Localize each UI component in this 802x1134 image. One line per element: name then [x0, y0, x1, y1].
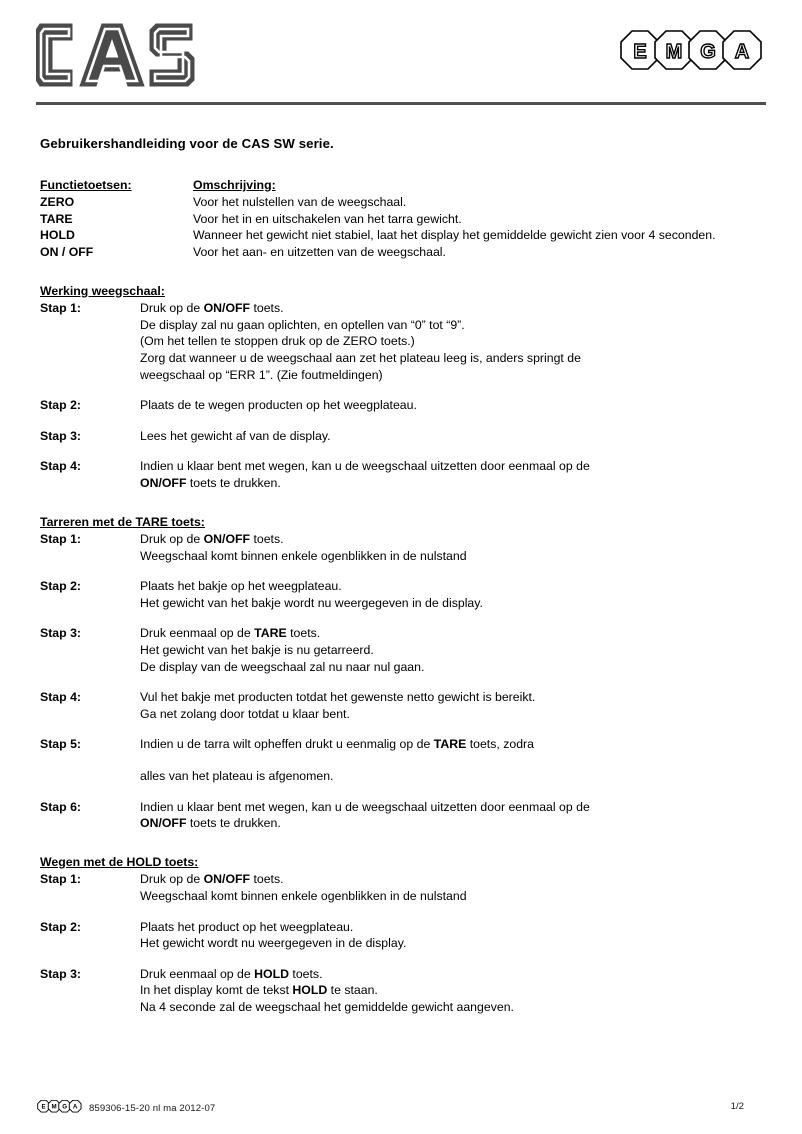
procedure-step [40, 625, 766, 675]
description-line: Wanneer het gewicht niet stabiel, laat het display het gemiddelde gewicht zien voor 4 [193, 228, 656, 243]
step-line-text: Ga net zolang door totdat u klaar bent. [140, 706, 350, 721]
step-label: Stap 4: [40, 690, 81, 705]
step-text [140, 428, 766, 445]
procedure-step [40, 736, 766, 784]
table-row [40, 244, 766, 261]
step-line [140, 768, 766, 785]
step-line [140, 428, 766, 445]
step-line-text: weegschaal op “ERR 1”. (Zie foutmeldingen) [140, 367, 383, 382]
key-name-emphasis: HOLD [292, 983, 328, 998]
emga-letter-m: M [665, 41, 683, 63]
step-line-text: Druk op de [140, 532, 204, 547]
step-label: Stap 2: [40, 919, 81, 934]
step-line [140, 475, 766, 492]
step-label: Stap 1: [40, 301, 81, 316]
step-label: Stap 2: [40, 398, 81, 413]
table-row [40, 211, 766, 228]
step-line-text: Weegschaal komt binnen enkele ogenblikken in de nulstand [140, 889, 467, 903]
function-key-description: Voor het nulstellen van de weegschaal. [193, 195, 407, 210]
procedure-step [40, 300, 766, 383]
function-key-description [193, 227, 766, 244]
emga-logo-small [36, 1100, 84, 1116]
footer-emga-letter-e: E [41, 1103, 46, 1111]
step-line-text: Weegschaal komt binnen enkele ogenblikken in de nulstand [140, 548, 467, 563]
section-heading: Werking weegschaal: [40, 283, 165, 298]
key-name-emphasis: ON/OFF [140, 816, 187, 831]
step-line [140, 531, 766, 548]
step-line [140, 689, 766, 706]
step-line-text: De display zal nu gaan oplichten, en optellen van “0” tot “9”. [140, 317, 465, 332]
step-line [140, 625, 766, 642]
step-line [140, 659, 766, 676]
step-line-text: In het display komt de tekst [140, 983, 293, 998]
function-key-label: ON / OFF [40, 244, 94, 259]
step-text [140, 799, 766, 832]
step-line-text: De display van de weegschaal zal nu naar nul gaan. [140, 659, 425, 674]
key-name-emphasis: HOLD [254, 966, 289, 981]
step-text [140, 531, 766, 564]
key-name-emphasis: TARE [254, 626, 287, 641]
step-text [140, 300, 766, 383]
procedure-step [40, 799, 766, 832]
step-line [140, 350, 766, 367]
step-label: Stap 3: [40, 626, 81, 641]
step-line-text: Druk eenmaal op de [140, 966, 255, 981]
step-line-text: Druk op de [140, 872, 204, 887]
step-line-text: te staan. [327, 983, 378, 998]
step-line [140, 736, 766, 753]
step-label: Stap 3: [40, 966, 81, 981]
step-text [140, 966, 766, 1016]
step-line-text: Vul het bakje met producten totdat het gewenste netto gewicht is bereikt. [140, 690, 536, 705]
step-label: Stap 5: [40, 737, 81, 752]
step-text [140, 736, 766, 784]
step-text [140, 919, 766, 952]
procedure-step [40, 397, 766, 414]
step-line-text: Plaats het product op het weegplateau. [140, 919, 354, 934]
step-label: Stap 1: [40, 532, 81, 547]
page-number: 1/2 [730, 1101, 744, 1112]
step-line-text: toets. [289, 966, 323, 981]
procedure-sections [40, 283, 766, 1016]
step-line [140, 919, 766, 936]
step-line-text: toets. [250, 532, 284, 547]
procedure-step [40, 966, 766, 1016]
table-row [40, 194, 766, 211]
step-line-text: Het gewicht van het bakje is nu getarreerd. [140, 643, 374, 658]
step-line [140, 458, 766, 475]
step-label: Stap 4: [40, 459, 81, 474]
procedure-step [40, 428, 766, 445]
step-line-text: Druk op de [140, 301, 204, 316]
emga-letter-a: A [734, 41, 750, 63]
footer-document-code: 859306-15-20 nl ma 2012-07 [89, 1102, 216, 1114]
section-heading: Wegen met de HOLD toets: [40, 854, 199, 869]
step-line-text: toets, zodra [466, 737, 534, 752]
step-line-text: Indien u klaar bent met wegen, kan u de weegschaal uitzetten door eenmaal op de [140, 459, 590, 474]
step-line [140, 578, 766, 595]
step-line-text: toets. [250, 301, 284, 316]
step-text [140, 397, 766, 414]
description-line: seconden. [658, 228, 716, 243]
step-line-text: toets te drukken. [186, 816, 281, 831]
footer-emga-letter-a: A [72, 1103, 78, 1111]
step-line-text: Indien u klaar bent met wegen, kan u de weegschaal uitzetten door eenmaal op de [140, 799, 590, 814]
step-text [140, 871, 766, 904]
function-key-description: Voor het in en uitschakelen van het tarra gewicht. [193, 211, 462, 226]
function-keys-column-header: Functietoetsen: [40, 177, 132, 192]
emga-letter-e: E [633, 41, 647, 63]
step-line-text: Het gewicht wordt nu weergegeven in de display. [140, 936, 407, 951]
step-label: Stap 6: [40, 799, 81, 814]
function-keys-header-row [40, 177, 766, 194]
procedure-step [40, 531, 766, 564]
table-row [40, 227, 766, 244]
footer-emga-letter-m: M [51, 1103, 57, 1111]
cas-logo [36, 22, 226, 93]
footer-left-group [36, 1100, 215, 1116]
step-line-text: Plaats het bakje op het weegplateau. [140, 579, 342, 594]
key-name-emphasis: TARE [433, 737, 467, 752]
step-text [140, 578, 766, 611]
step-label: Stap 3: [40, 428, 81, 443]
emga-logo [620, 30, 766, 77]
procedure-step [40, 919, 766, 952]
function-keys-table [40, 177, 766, 261]
step-line-text: toets. [250, 872, 284, 887]
step-line [140, 397, 766, 414]
step-line-text: Zorg dat wanneer u de weegschaal aan zet het plateau leeg is, anders springt de [140, 350, 581, 365]
step-line [140, 935, 766, 952]
step-line [140, 333, 766, 350]
procedure-step [40, 458, 766, 491]
key-name-emphasis: ON/OFF [203, 872, 251, 887]
step-line [140, 642, 766, 659]
step-label: Stap 1: [40, 872, 81, 887]
function-key-label: TARE [40, 211, 73, 226]
step-line-text: Druk eenmaal op de [140, 626, 255, 641]
function-key-description: Voor het aan- en uitzetten van de weegschaal. [193, 244, 446, 259]
step-line [140, 982, 766, 999]
step-line [140, 317, 766, 334]
step-line [140, 871, 766, 888]
step-line [140, 706, 766, 723]
step-text [140, 625, 766, 675]
document-body [40, 136, 766, 1030]
key-name-emphasis: ON/OFF [140, 475, 187, 490]
step-line-text: Na 4 seconde zal de weegschaal het gemiddelde gewicht aangeven. [140, 999, 514, 1014]
description-column-header: Omschrijving: [193, 177, 276, 192]
section-heading: Tarreren met de TARE toets: [40, 514, 205, 529]
step-line [140, 966, 766, 983]
key-name-emphasis: ON/OFF [203, 301, 251, 316]
step-line-text: Lees het gewicht af van de display. [140, 428, 331, 443]
step-line [140, 595, 766, 612]
emga-letter-g: G [700, 41, 716, 63]
step-line-text: Het gewicht van het bakje wordt nu weergegeven in de display. [140, 595, 483, 610]
step-line-text: toets. [286, 626, 321, 641]
key-name-emphasis: ON/OFF [203, 532, 251, 547]
step-line-text: (Om het tellen te stoppen druk op de ZERO toets.) [140, 334, 415, 349]
step-line-text: toets te drukken. [186, 475, 281, 490]
step-line-text: alles van het plateau is afgenomen. [140, 769, 334, 784]
page-header [36, 22, 766, 94]
step-line [140, 799, 766, 816]
step-line [140, 300, 766, 317]
step-text [140, 689, 766, 722]
procedure-step [40, 578, 766, 611]
function-key-label: ZERO [40, 195, 75, 210]
page-footer [36, 1100, 766, 1120]
footer-emga-letter-g: G [62, 1103, 68, 1111]
step-line [140, 815, 766, 832]
function-key-label: HOLD [40, 228, 75, 243]
step-line [140, 888, 766, 905]
header-divider [36, 102, 766, 105]
step-line [140, 999, 766, 1016]
step-text [140, 458, 766, 491]
step-line-text: Indien u de tarra wilt opheffen drukt u eenmalig op de [140, 737, 434, 752]
procedure-step [40, 689, 766, 722]
step-label: Stap 2: [40, 579, 81, 594]
step-line-text: Plaats de te wegen producten op het weegplateau. [140, 398, 417, 413]
page-title: Gebruikershandleiding voor de CAS SW serie. [40, 136, 334, 151]
procedure-step [40, 871, 766, 904]
step-line [140, 367, 766, 384]
step-line [140, 548, 766, 565]
